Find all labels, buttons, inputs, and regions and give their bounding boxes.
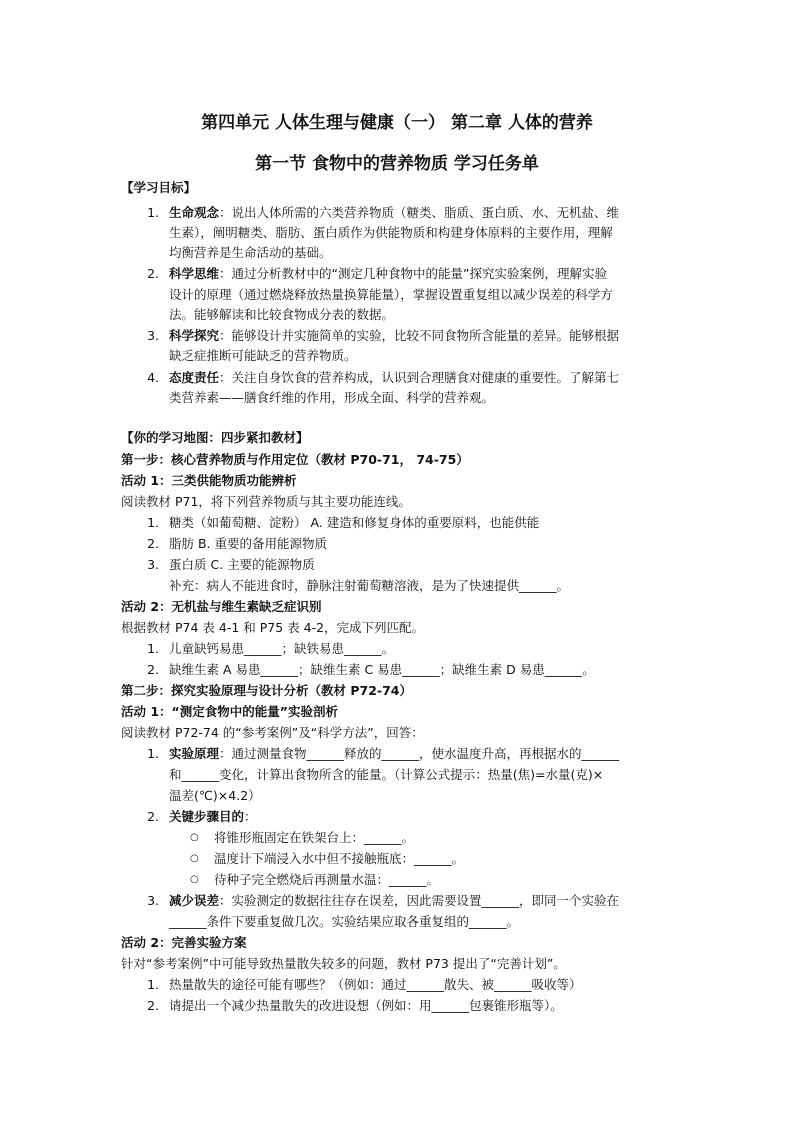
fill-item: 缺维生素 A 易患______；缺维生素 C 易患______；缺维生素 D 易患______。 [169, 662, 595, 677]
goal-label: 科学探究 [169, 328, 220, 343]
steps-colon: ： [244, 809, 257, 824]
goal-line [169, 264, 607, 284]
goal-number: 4. [147, 370, 159, 385]
match-item: 糖类（如葡萄糖、淀粉） A. 建造和修复身体的重要原料，也能供能 [169, 515, 540, 530]
bullet-item: 待种子完全燃烧后再测量水温：______。 [214, 872, 440, 887]
item-number: 2. [147, 536, 159, 551]
match-item: 脂肪 B. 重要的备用能源物质 [169, 536, 327, 551]
principle-text: ：通过测量食物______释放的______，使水温度升高，再根据水的______ [219, 746, 620, 761]
question-item: 热量散失的途径可能有哪些？（例如：通过______散失、被______吸收等） [169, 977, 582, 992]
error-line: ______条件下要重复做几次。实验结果应取各重复组的______。 [169, 914, 520, 929]
goal-label: 科学思维 [169, 266, 220, 281]
principle-line: 温差(℃)×4.2） [169, 788, 261, 803]
goal-line: 生素），阐明糖类、脂肪、蛋白质作为供能物质和构建身体原料的主要作用，理解 [169, 225, 613, 240]
goal-line: 缺乏症推断可能缺乏的营养物质。 [169, 348, 357, 363]
bullet-item: 温度计下端浸入水中但不接触瓶底：______。 [214, 851, 465, 866]
item-number: 1. [147, 746, 159, 761]
question-item: 请提出一个减少热量散失的改进设想（例如：用______包裹锥形瓶等）。 [169, 998, 563, 1013]
goal-label: 生命观念 [169, 205, 220, 220]
goal-line: 设计的原理（通过燃烧释放热量换算能量），掌握设置重复组以减少误差的科学方 [169, 287, 613, 302]
goal-line [169, 203, 619, 223]
map-heading: 【你的学习地图：四步紧扣教材】 [121, 430, 309, 445]
goal-number: 2. [147, 266, 159, 281]
principle-label: 实验原理 [169, 746, 220, 761]
item-number: 1. [147, 977, 159, 992]
goal-line: 均衡营养是生命活动的基础。 [169, 245, 332, 260]
goal-line [169, 326, 619, 346]
activity-heading: 活动 1：“测定食物中的能量”实验剖析 [121, 704, 338, 719]
circle-bullet-icon: ○ [190, 853, 199, 864]
item-number: 3. [147, 557, 159, 572]
activity-heading: 活动 2：完善实验方案 [121, 935, 247, 950]
error-text: ：实验测定的数据往往存在误差，因此需要设置______，即同一个实验在 [219, 893, 620, 908]
item-number: 2. [147, 998, 159, 1013]
circle-bullet-icon: ○ [190, 874, 199, 885]
bullet-item: 将锥形瓶固定在铁架台上：______。 [214, 830, 415, 845]
activity-heading: 活动 1：三类供能物质功能辨析 [121, 473, 297, 488]
steps-line [169, 807, 257, 827]
goal-line: 法。能够解读和比较食物成分表的数据。 [169, 307, 395, 322]
item-number: 1. [147, 641, 159, 656]
step1-heading: 第一步：核心营养物质与作用定位（教材 P70-71， 74-75） [121, 452, 469, 467]
activity-heading: 活动 2：无机盐与维生素缺乏症识别 [121, 599, 322, 614]
activity-intro: 根据教材 P74 表 4-1 和 P75 表 4-2，完成下列匹配。 [121, 620, 425, 635]
goal-text: ：能够设计并实施简单的实验，比较不同食物所含能量的差异。能够根据 [219, 328, 620, 343]
steps-label: 关键步骤目的 [169, 809, 245, 824]
item-number: 1. [147, 515, 159, 530]
goal-number: 1. [147, 205, 159, 220]
step2-heading: 第二步：探究实验原理与设计分析（教材 P72-74） [121, 683, 412, 698]
item-number: 2. [147, 662, 159, 677]
section-title: 第一节 食物中的营养物质 学习任务单 [255, 154, 539, 174]
error-label: 减少误差 [169, 893, 220, 908]
goal-text: ：说出人体所需的六类营养物质（糖类、脂质、蛋白质、水、无机盐、维 [219, 205, 620, 220]
activity-intro: 阅读教材 P72-74 的“参考案例”及“科学方法”，回答： [121, 725, 424, 740]
item-number: 3. [147, 893, 159, 908]
goal-text: ：通过分析教材中的“测定几种食物中的能量”探究实验案例，理解实验 [219, 266, 607, 281]
circle-bullet-icon: ○ [190, 832, 199, 843]
activity-intro: 针对“参考案例”中可能导致热量散失较多的问题，教材 P73 提出了“完善计划”。 [121, 956, 566, 971]
principle-line [169, 744, 619, 764]
item-number: 2. [147, 809, 159, 824]
supplement-note: 补充：病人不能进食时，静脉注射葡萄糖溶液，是为了快速提供______。 [169, 578, 570, 593]
goals-heading: 【学习目标】 [121, 180, 197, 195]
fill-item: 儿童缺钙易患______；缺铁易患______。 [169, 641, 395, 656]
goal-number: 3. [147, 328, 159, 343]
activity-intro: 阅读教材 P71，将下列营养物质与其主要功能连线。 [121, 494, 411, 509]
match-item: 蛋白质 C. 主要的能源物质 [169, 557, 315, 572]
goal-label: 态度责任 [169, 370, 220, 385]
error-line [169, 891, 619, 911]
goal-text: ：关注自身饮食的营养构成，认识到合理膳食对健康的重要性。了解第七 [219, 370, 620, 385]
unit-title: 第四单元 人体生理与健康（一） 第二章 人体的营养 [201, 113, 593, 133]
principle-line: 和______变化，计算出食物所含的能量。（计算公式提示：热量(焦)=水量(克)× [169, 767, 604, 782]
goal-line: 类营养素——膳食纤维的作用，形成全面、科学的营养观。 [169, 390, 495, 405]
goal-line [169, 368, 619, 388]
